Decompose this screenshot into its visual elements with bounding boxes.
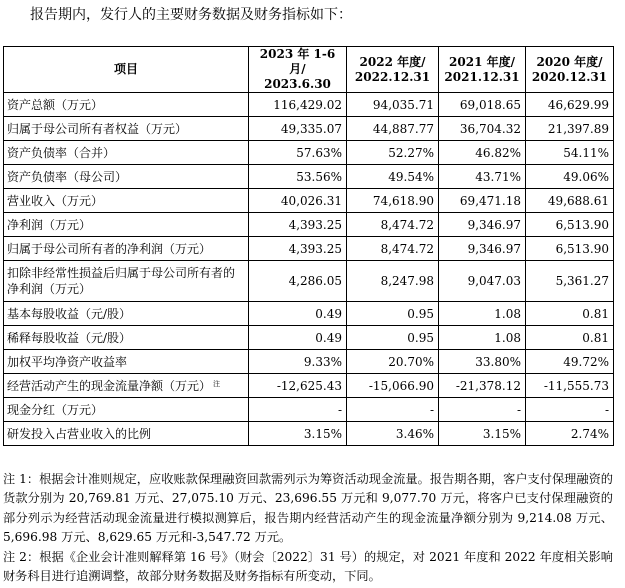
cell-value: 9,047.03 <box>439 261 526 302</box>
cell-value: 3.46% <box>347 422 439 446</box>
cell-value: -15,066.90 <box>347 374 439 398</box>
row-label: 基本每股收益（元/股） <box>4 302 249 326</box>
cell-value: 49.06% <box>526 165 614 189</box>
financial-data-table <box>3 46 614 446</box>
cell-value: 53.56% <box>249 165 347 189</box>
header-2020: 2020 年度/ 2020.12.31 <box>526 47 614 93</box>
cell-value: 57.63% <box>249 141 347 165</box>
cell-value: 49.54% <box>347 165 439 189</box>
table-row <box>4 261 614 302</box>
cell-value: 94,035.71 <box>347 93 439 117</box>
table-row <box>4 350 614 374</box>
cell-value: 49,688.61 <box>526 189 614 213</box>
cell-value: 44,887.77 <box>347 117 439 141</box>
header-item: 项目 <box>4 47 249 93</box>
row-label: 营业收入（万元） <box>4 189 249 213</box>
cell-value: 8,474.72 <box>347 237 439 261</box>
cell-value: 5,361.27 <box>526 261 614 302</box>
row-label: 资产负债率（母公司） <box>4 165 249 189</box>
table-row <box>4 374 614 398</box>
cell-value: 36,704.32 <box>439 117 526 141</box>
cell-value: 4,393.25 <box>249 237 347 261</box>
row-label: 归属于母公司所有者的净利润（万元） <box>4 237 249 261</box>
cell-value: 40,026.31 <box>249 189 347 213</box>
table-row <box>4 165 614 189</box>
row-label: 净利润（万元） <box>4 213 249 237</box>
row-label-with-note <box>4 374 249 398</box>
row-label: 稀释每股收益（元/股） <box>4 326 249 350</box>
cell-value: 8,474.72 <box>347 213 439 237</box>
header-2021: 2021 年度/ 2021.12.31 <box>439 47 526 93</box>
cell-value: 49,335.07 <box>249 117 347 141</box>
table-row <box>4 117 614 141</box>
cell-value: 46,629.99 <box>526 93 614 117</box>
footnote-1: 注 1：根据会计准则规定，应收账款保理融资回款需列示为筹资活动现金流量。报告期各期，客户支付保理融资的货款分别为 20,769.81 万元、27,075.10 万元、23,696.55 万元和 9,077.70 万元，将客户已支付保理融资的部分列示为经营活动现金流量进行模拟测算后，报告期内经营活动产生的现金流量净额分别为 9,214.08 万元、5,696.98 万元、8,629.65 万元和-3,547.72 万元。 <box>3 472 613 545</box>
footnotes <box>3 470 613 586</box>
cell-value: 52.27% <box>347 141 439 165</box>
footnote-2: 注 2：根据《企业会计准则解释第 16 号》（财会〔2022〕31 号）的规定，对 2021 年度和 2022 年度相关影响财务科目进行追溯调整，故部分财务数据及财务指标有所变动，下同。 <box>3 549 613 584</box>
table-row <box>4 237 614 261</box>
cell-value: 46.82% <box>439 141 526 165</box>
cell-value: 74,618.90 <box>347 189 439 213</box>
cell-value: 2.74% <box>526 422 614 446</box>
cell-value: -12,625.43 <box>249 374 347 398</box>
cell-value: 9,346.97 <box>439 213 526 237</box>
cell-value: 20.70% <box>347 350 439 374</box>
table-row <box>4 302 614 326</box>
cell-value: 8,247.98 <box>347 261 439 302</box>
table-row <box>4 213 614 237</box>
row-label: 扣除非经常性损益后归属于母公司所有者的净利润（万元） <box>4 261 249 302</box>
cell-value: 69,471.18 <box>439 189 526 213</box>
table-row <box>4 398 614 422</box>
table-row <box>4 93 614 117</box>
cell-value: 69,018.65 <box>439 93 526 117</box>
table-header-row <box>4 47 614 93</box>
intro-text: 报告期内，发行人的主要财务数据及财务指标如下： <box>30 7 352 23</box>
row-label: 归属于母公司所有者权益（万元） <box>4 117 249 141</box>
cell-value: 3.15% <box>249 422 347 446</box>
cell-value: 21,397.89 <box>526 117 614 141</box>
cell-value: -21,378.12 <box>439 374 526 398</box>
row-label: 资产总额（万元） <box>4 93 249 117</box>
cell-value: - <box>347 398 439 422</box>
cell-value: 0.81 <box>526 326 614 350</box>
header-2022: 2022 年度/ 2022.12.31 <box>347 47 439 93</box>
cell-value: 9.33% <box>249 350 347 374</box>
cell-value: 3.15% <box>439 422 526 446</box>
table-row <box>4 189 614 213</box>
cell-value: -11,555.73 <box>526 374 614 398</box>
cell-value: - <box>249 398 347 422</box>
cell-value: 0.81 <box>526 302 614 326</box>
cell-value: 1.08 <box>439 302 526 326</box>
cell-value: 1.08 <box>439 326 526 350</box>
cell-value: 0.49 <box>249 326 347 350</box>
row-label: 资产负债率（合并） <box>4 141 249 165</box>
cell-value: 4,393.25 <box>249 213 347 237</box>
cell-value: 9,346.97 <box>439 237 526 261</box>
row-label: 研发投入占营业收入的比例 <box>4 422 249 446</box>
cell-value: 0.95 <box>347 326 439 350</box>
table-row <box>4 326 614 350</box>
cell-value: - <box>439 398 526 422</box>
cell-value: 0.49 <box>249 302 347 326</box>
row-label: 加权平均净资产收益率 <box>4 350 249 374</box>
cell-value: 0.95 <box>347 302 439 326</box>
cell-value: 54.11% <box>526 141 614 165</box>
cell-value: 6,513.90 <box>526 213 614 237</box>
header-2023h1: 2023 年 1-6 月/ 2023.6.30 <box>249 47 347 93</box>
cell-value: 116,429.02 <box>249 93 347 117</box>
row-label: 现金分红（万元） <box>4 398 249 422</box>
row-label: 经营活动产生的现金流量净额（万元） <box>7 378 212 393</box>
cell-value: 49.72% <box>526 350 614 374</box>
cell-value: 43.71% <box>439 165 526 189</box>
cell-value: 6,513.90 <box>526 237 614 261</box>
table-row <box>4 422 614 446</box>
table-row <box>4 141 614 165</box>
cell-value: 33.80% <box>439 350 526 374</box>
cell-value: 4,286.05 <box>249 261 347 302</box>
note-mark: 注 <box>213 379 221 388</box>
cell-value: - <box>526 398 614 422</box>
